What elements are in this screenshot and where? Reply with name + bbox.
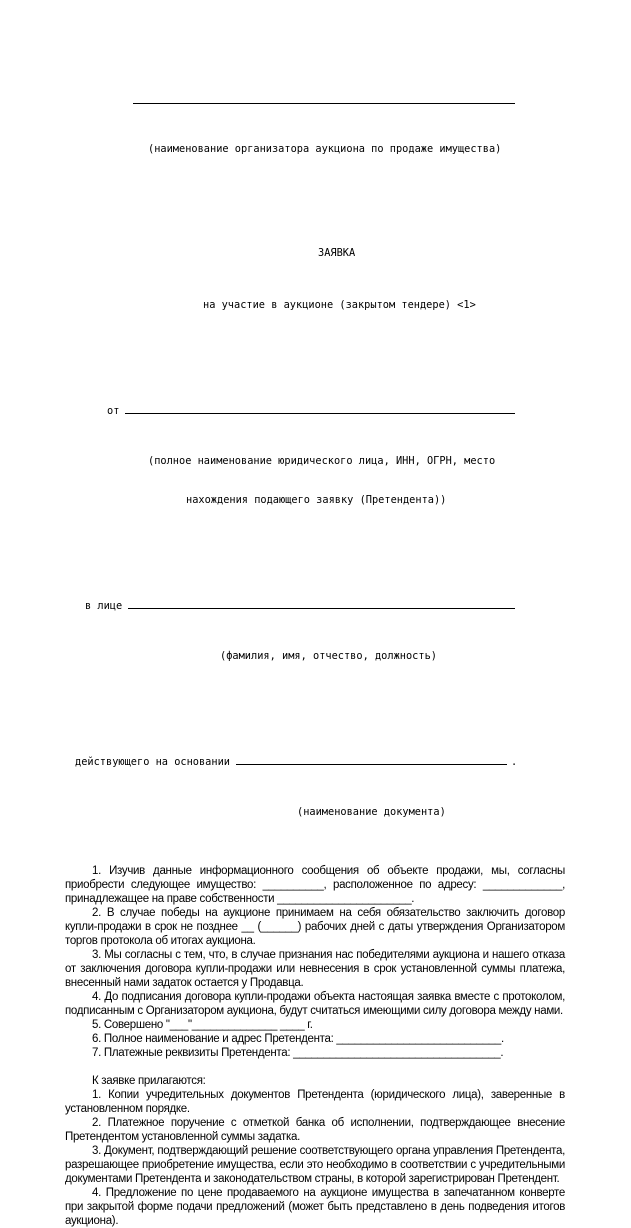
spacer bbox=[0, 702, 631, 715]
from-caption-line-1: (полное наименование юридического лица, ИНН, ОГРН, место bbox=[148, 455, 496, 467]
paragraph-6: 6. Полное наименование и адрес Претендента: ___________________________. bbox=[92, 1033, 504, 1045]
from-caption-line-2: нахождения подающего заявку (Претендента)) bbox=[186, 494, 447, 506]
from-blank-line bbox=[125, 403, 515, 414]
paragraph-7: 7. Платежные реквизиты Претендента: __________________________________. bbox=[92, 1047, 504, 1059]
person-caption: (фамилия, имя, отчество, должность) bbox=[220, 650, 437, 662]
organizer-blank-line bbox=[133, 91, 515, 104]
paragraph-1: 1. Изучив данные информационного сообщения об объекте продажи, мы, согласны приобрести следующее имущество: __________, расположенное по адресу: _____________, принадлежащее на праве собственности ______________________. bbox=[65, 865, 565, 905]
basis-period: . bbox=[510, 756, 518, 768]
basis-row bbox=[0, 754, 631, 767]
from-label: от bbox=[107, 405, 120, 417]
document-title: ЗАЯВКА bbox=[318, 247, 356, 259]
document-body bbox=[65, 864, 565, 1228]
person-label: в лице bbox=[85, 600, 123, 612]
paragraph-5: 5. Совершено "___"______________ ____ г. bbox=[92, 1019, 313, 1031]
paragraph-3: 3. Мы согласны с тем, что, в случае признания нас победителями аукциона и нашего отказа от заключения договора купли-продажи или невнесения в срок установленной суммы платежа, внесенный нами задаток остается у Продавца. bbox=[65, 949, 565, 989]
attachment-item-3: 3. Документ, подтверждающий решение соответствующего органа управления Претендента, разрешающее приобретение имущества, если это необходимо в соответствии с учредительными документами Претендента и законодательством страны, в которой зарегистрирован Претендент. bbox=[65, 1145, 565, 1185]
spacer bbox=[0, 351, 631, 364]
paragraph-4: 4. До подписания договора купли-продажи объекта настоящая заявка вместе с протоколом, подписанным с Организатором аукциона, будут считаться имеющими силу договора между нами. bbox=[65, 991, 565, 1017]
from-row bbox=[0, 403, 631, 416]
organizer-blank-row bbox=[0, 91, 631, 104]
spacer bbox=[0, 195, 631, 208]
attachment-item-4: 4. Предложение по цене продаваемого на аукционе имущества в запечатанном конверте при закрытой форме подачи предложений (может быть представлено в день подведения итогов аукциона). bbox=[65, 1187, 565, 1227]
basis-caption: (наименование документа) bbox=[297, 806, 446, 818]
document-subtitle: на участие в аукционе (закрытом тендере) <1> bbox=[203, 299, 476, 311]
spacer bbox=[0, 546, 631, 559]
person-blank-line bbox=[128, 598, 515, 609]
basis-label: действующего на основании bbox=[75, 756, 230, 768]
attachments-intro: К заявке прилагаются: bbox=[92, 1075, 206, 1087]
organizer-caption: (наименование организатора аукциона по продаже имущества) bbox=[148, 143, 502, 155]
person-row bbox=[0, 598, 631, 611]
attachment-item-2: 2. Платежное поручение с отметкой банка об исполнении, подтверждающее внесение Претендентом установленной суммы задатка. bbox=[65, 1117, 565, 1143]
basis-blank-line bbox=[236, 754, 507, 765]
paragraph-2: 2. В случае победы на аукционе принимаем на себя обязательство заключить договор купли-продажи в срок не позднее __ (______) рабочих дней с даты утверждения Организатором торгов протокола об итогах аукциона. bbox=[65, 907, 565, 947]
attachment-item-1: 1. Копии учредительных документов Претендента (юридического лица), заверенные в установленном порядке. bbox=[65, 1089, 565, 1115]
